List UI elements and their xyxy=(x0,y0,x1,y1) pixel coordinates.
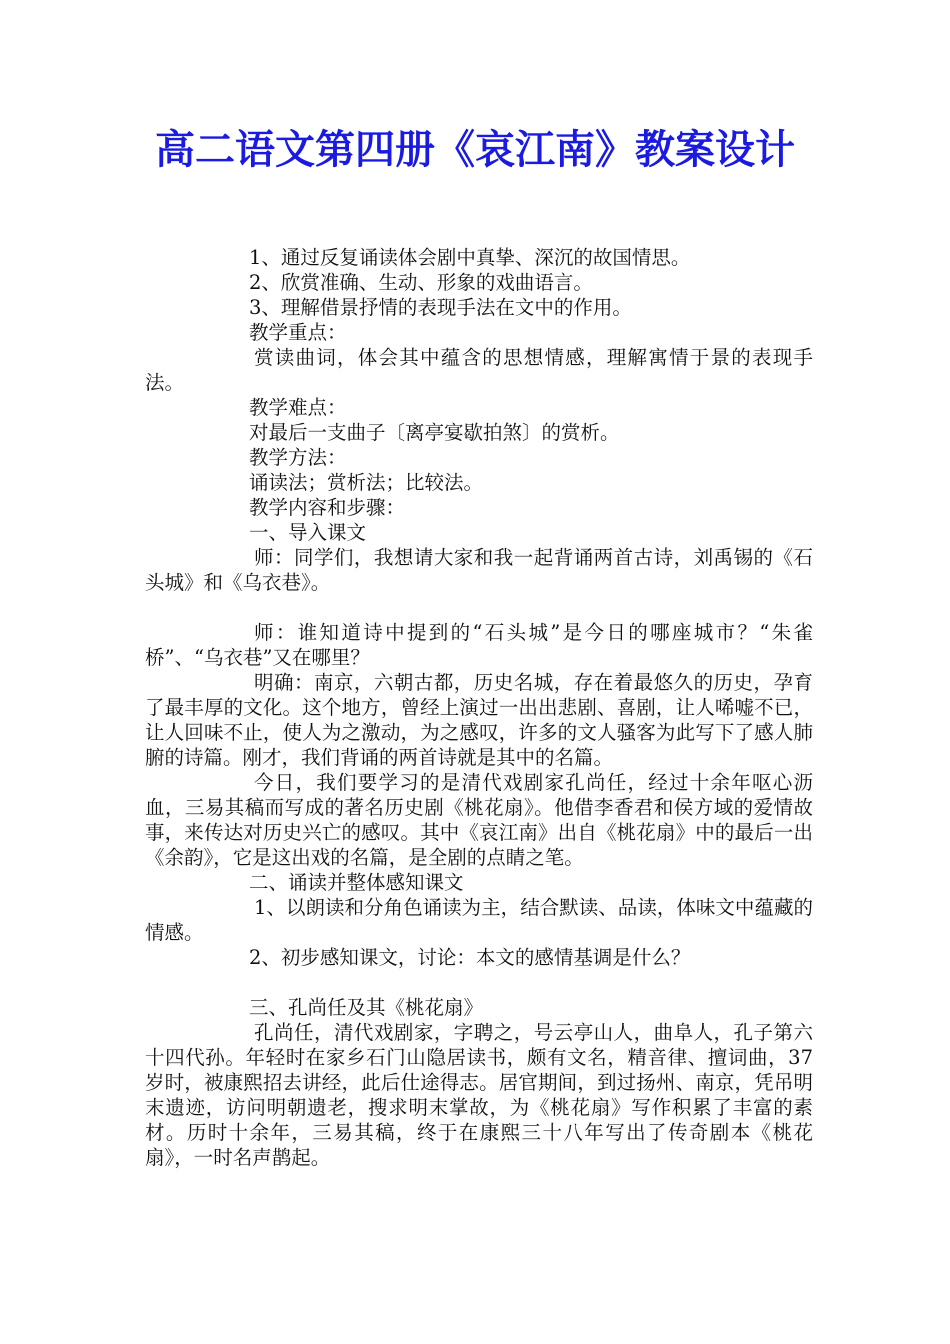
document-body xyxy=(145,245,813,1170)
paragraph: 师：谁知道诗中提到的“石头城”是今日的哪座城市？“朱雀桥”、“乌衣巷”又在哪里？ xyxy=(145,621,813,669)
paragraph: 师：同学们，我想请大家和我一起背诵两首古诗，刘禹锡的《石头城》和《乌衣巷》。 xyxy=(145,546,813,594)
paragraph: 3、理解借景抒情的表现手法在文中的作用。 xyxy=(249,296,632,319)
paragraph: 教学重点： xyxy=(249,321,347,344)
paragraph: 2、初步感知课文，讨论：本文的感情基调是什么？ xyxy=(249,946,691,969)
paragraph: 1、以朗读和分角色诵读为主，结合默读、品读，体味文中蕴藏的情感。 xyxy=(145,896,813,944)
paragraph-spacer xyxy=(145,595,813,620)
paragraph: 教学方法： xyxy=(249,446,347,469)
document-title: 高二语文第四册《哀江南》教案设计 xyxy=(155,126,795,173)
paragraph: 诵读法；赏析法；比较法。 xyxy=(249,471,484,494)
paragraph: 明确：南京，六朝古都，历史名城，存在着最悠久的历史，孕育了最丰厚的文化。这个地方，曾经上演过一出出悲剧、喜剧，让人唏嘘不已，让人回味不止，使人为之激动，为之感叹，许多的文人骚客为此写下了感人肺腑的诗篇。刚才，我们背诵的两首诗就是其中的名篇。 xyxy=(145,671,813,769)
paragraph: 一、导入课文 xyxy=(249,521,367,544)
paragraph: 1、通过反复诵读体会剧中真挚、深沉的故国情思。 xyxy=(249,246,691,269)
paragraph: 教学难点： xyxy=(249,396,347,419)
paragraph: 二、诵读并整体感知课文 xyxy=(249,871,464,894)
paragraph: 赏读曲词，体会其中蕴含的思想情感，理解寓情于景的表现手法。 xyxy=(145,346,813,394)
paragraph: 孔尚任，清代戏剧家，字聘之，号云亭山人，曲阜人，孔子第六十四代孙。年轻时在家乡石门山隐居读书，颇有文名，精音律、擅词曲，37岁时，被康熙招去讲经，此后仕途得志。居官期间，到过扬州、南京，凭吊明末遗迹，访问明朝遗老，搜求明末掌故，为《桃花扇》写作积累了丰富的素材。历时十余年，三易其稿，终于在康熙三十八年写出了传奇剧本《桃花扇》，一时名声鹊起。 xyxy=(145,1021,813,1169)
paragraph: 今日，我们要学习的是清代戏剧家孔尚任，经过十余年呕心沥血，三易其稿而写成的著名历史剧《桃花扇》。他借李香君和侯方域的爱情故事，来传达对历史兴亡的感叹。其中《哀江南》出自《桃花扇》中的最后一出《余韵》，它是这出戏的名篇，是全剧的点睛之笔。 xyxy=(145,771,813,869)
paragraph: 对最后一支曲子〔离亭宴歇拍煞〕的赏析。 xyxy=(249,421,620,444)
paragraph: 教学内容和步骤： xyxy=(249,496,406,519)
paragraph: 三、孔尚任及其《桃花扇》 xyxy=(249,996,484,1019)
paragraph-spacer xyxy=(145,970,813,995)
paragraph: 2、欣赏准确、生动、形象的戏曲语言。 xyxy=(249,271,593,294)
